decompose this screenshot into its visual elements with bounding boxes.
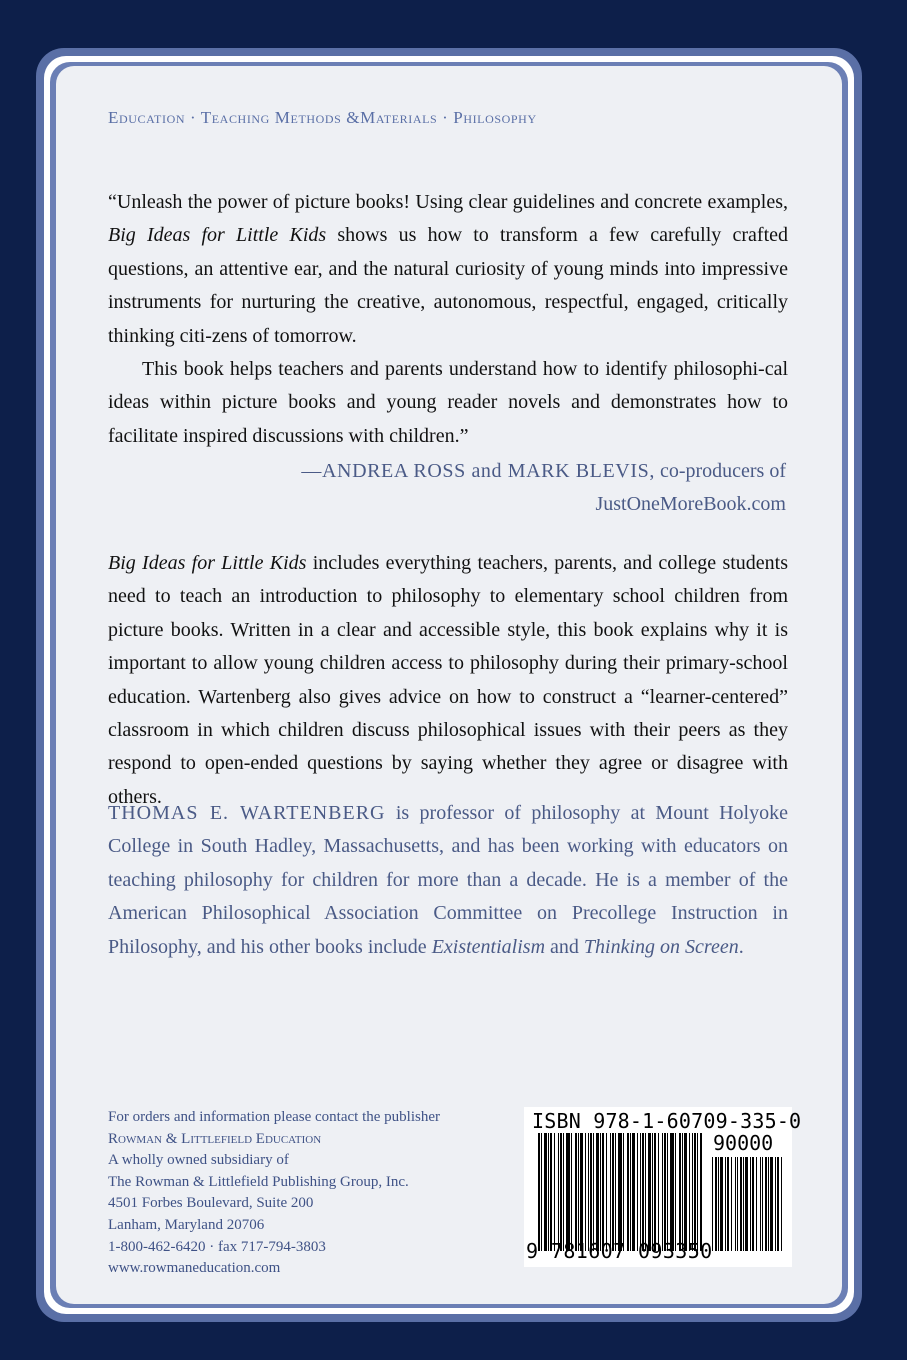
attribution-website: JustOneMoreBook.com xyxy=(595,493,786,515)
barcode-bar xyxy=(756,1157,757,1251)
barcode-bar xyxy=(694,1133,696,1251)
author-name: THOMAS E. WARTENBERG xyxy=(108,802,386,824)
barcode-bar xyxy=(642,1133,644,1251)
barcode-bar xyxy=(700,1133,702,1251)
barcode-bar xyxy=(720,1157,723,1251)
publisher-website: www.rowmaneducation.com xyxy=(108,1260,281,1277)
barcode-bar xyxy=(566,1133,570,1251)
barcode-bar xyxy=(627,1133,629,1251)
barcode-bar xyxy=(737,1157,738,1251)
barcode-bar xyxy=(760,1157,761,1251)
barcode-bar xyxy=(752,1157,754,1251)
description-book-title: Big Ideas for Little Kids xyxy=(108,552,307,574)
barcode-bar xyxy=(612,1133,614,1251)
barcode-bar xyxy=(610,1133,611,1251)
barcode-bar xyxy=(682,1133,683,1251)
barcode-bar xyxy=(585,1133,586,1251)
quote-book-title: Big Ideas for Little Kids xyxy=(108,224,327,247)
quote-paragraph-1: “Unleash the power of picture books! Using clear guidelines and concrete examples, Big Ideas for Little Kids shows us how to transform a few carefully crafted questions, an attentive ear, and the natural curiosity of young minds into impressive instruments for nurturing the creative, autonomous, respectful, engaged, critically thinking citi-zens of tomorrow. xyxy=(108,191,788,347)
barcode-bar xyxy=(718,1157,719,1251)
barcode-bar xyxy=(692,1133,693,1251)
barcode-bar xyxy=(593,1133,594,1251)
barcode-bar xyxy=(606,1133,607,1251)
barcode-bar xyxy=(554,1133,555,1251)
barcode-bar xyxy=(640,1133,641,1251)
barcode-bar xyxy=(675,1133,676,1251)
barcode-bar xyxy=(541,1133,542,1251)
barcode-bar xyxy=(684,1133,687,1251)
barcode-bar xyxy=(765,1157,767,1251)
barcode-bar xyxy=(662,1133,663,1251)
barcode-bar xyxy=(715,1157,717,1251)
barcode-bar xyxy=(571,1133,572,1251)
barcode-bar xyxy=(632,1133,635,1251)
publisher-info: For orders and information please contact the publisher Rowman & Littlefield Education A wholly owned subsidiary of The Rowman & Littlefield Publishing Group, Inc. 4501 Forbes Boulevard, Suite 200 Lanham, Maryland 20706 1-800-462-6420 · fax 717-794-3803 www.rowmaneducation.com xyxy=(108,1107,528,1280)
barcode-bar xyxy=(575,1133,577,1251)
barcode-bar xyxy=(670,1133,674,1251)
barcode-bar xyxy=(623,1133,624,1251)
quote-attribution: —ANDREA ROSS and MARK BLEVIS, co-producers of JustOneMoreBook.com xyxy=(108,455,786,521)
endorsement-quote xyxy=(108,186,788,453)
barcode-bar xyxy=(645,1133,646,1251)
barcode-bar xyxy=(544,1133,547,1251)
barcode-bar xyxy=(558,1133,559,1251)
barcode-bar xyxy=(630,1133,631,1251)
barcode-bar xyxy=(667,1133,668,1251)
barcode-bar xyxy=(637,1133,638,1251)
barcode-bar xyxy=(740,1157,742,1251)
barcode-bar xyxy=(602,1133,604,1251)
barcode-bar xyxy=(731,1157,732,1251)
publisher-name: Rowman & Littlefield Education xyxy=(108,1130,322,1147)
barcode-bar xyxy=(578,1133,579,1251)
barcode-bar xyxy=(762,1157,763,1251)
barcode-bar xyxy=(712,1157,713,1251)
barcode-bar xyxy=(654,1133,656,1251)
barcode-bar xyxy=(615,1133,616,1251)
barcode-bar xyxy=(745,1157,748,1251)
barcode-bar xyxy=(679,1133,681,1251)
barcode-bar xyxy=(743,1157,744,1251)
quote-paragraph-2: This book helps teachers and parents understand how to identify philosophi-cal ideas within picture books and young reader novels and demonstrates how to facilitate inspired discussions with children.” xyxy=(108,358,788,447)
barcode-bar xyxy=(618,1133,622,1251)
barcode-bar xyxy=(664,1133,666,1251)
barcode-bar xyxy=(588,1133,589,1251)
isbn-number: ISBN 978-1-60709-335-0 xyxy=(532,1109,802,1133)
barcode-main-bars xyxy=(538,1133,702,1251)
barcode-bar xyxy=(768,1157,769,1251)
author-bio: THOMAS E. WARTENBERG is professor of philosophy at Mount Holyoke College in South Hadley, Massachusetts, and has been working with educators on teaching philosophy for children for more than a decade. He is a member of the American Philosophical Association Committee on Precollege Instruction in Philosophy, and his other books include Existentialism and Thinking on Screen. xyxy=(108,802,788,958)
barcode-bar xyxy=(596,1133,599,1251)
price-code: 90000 xyxy=(713,1131,774,1155)
barcode-bar xyxy=(750,1157,751,1251)
barcode-bar xyxy=(770,1157,773,1251)
barcode-bar xyxy=(735,1157,736,1251)
barcode-bar xyxy=(600,1133,601,1251)
barcode-bar xyxy=(538,1133,540,1251)
barcode-bar xyxy=(725,1157,726,1251)
barcode-bar xyxy=(652,1133,653,1251)
barcode-bar xyxy=(777,1157,779,1251)
barcode-bar xyxy=(560,1133,562,1251)
barcode-bar xyxy=(781,1157,782,1251)
barcode-bar xyxy=(550,1133,552,1251)
book-description: Big Ideas for Little Kids includes everything teachers, parents, and college students need to teach an introduction to philosophy to elementary school children from picture books. Written in a clear and accessible style, this book explains why it is important to allow young children access to philosophy during their primary-school education. Wartenberg also gives advice on how to construct a “learner-centered” classroom in which children discuss philosophical issues with their peers as they respond to open-ended questions by saying whether they agree or disagree with others. xyxy=(108,552,788,808)
barcode-bar xyxy=(689,1133,690,1251)
ean-digits: 9 781607 093350 xyxy=(526,1239,713,1263)
subject-category: Education · Teaching Methods &Materials · Philosophy xyxy=(108,108,537,127)
barcode-bar xyxy=(563,1133,564,1251)
isbn-barcode xyxy=(524,1107,802,1267)
barcode-bar xyxy=(548,1133,549,1251)
barcode-bar xyxy=(590,1133,592,1251)
barcode-bar xyxy=(697,1133,698,1251)
barcode-addon-bars xyxy=(712,1157,784,1251)
barcode-bar xyxy=(658,1133,659,1251)
barcode-bar xyxy=(727,1157,729,1251)
barcode-bar xyxy=(775,1157,776,1251)
barcode-bar xyxy=(648,1133,651,1251)
barcode-bar xyxy=(580,1133,583,1251)
